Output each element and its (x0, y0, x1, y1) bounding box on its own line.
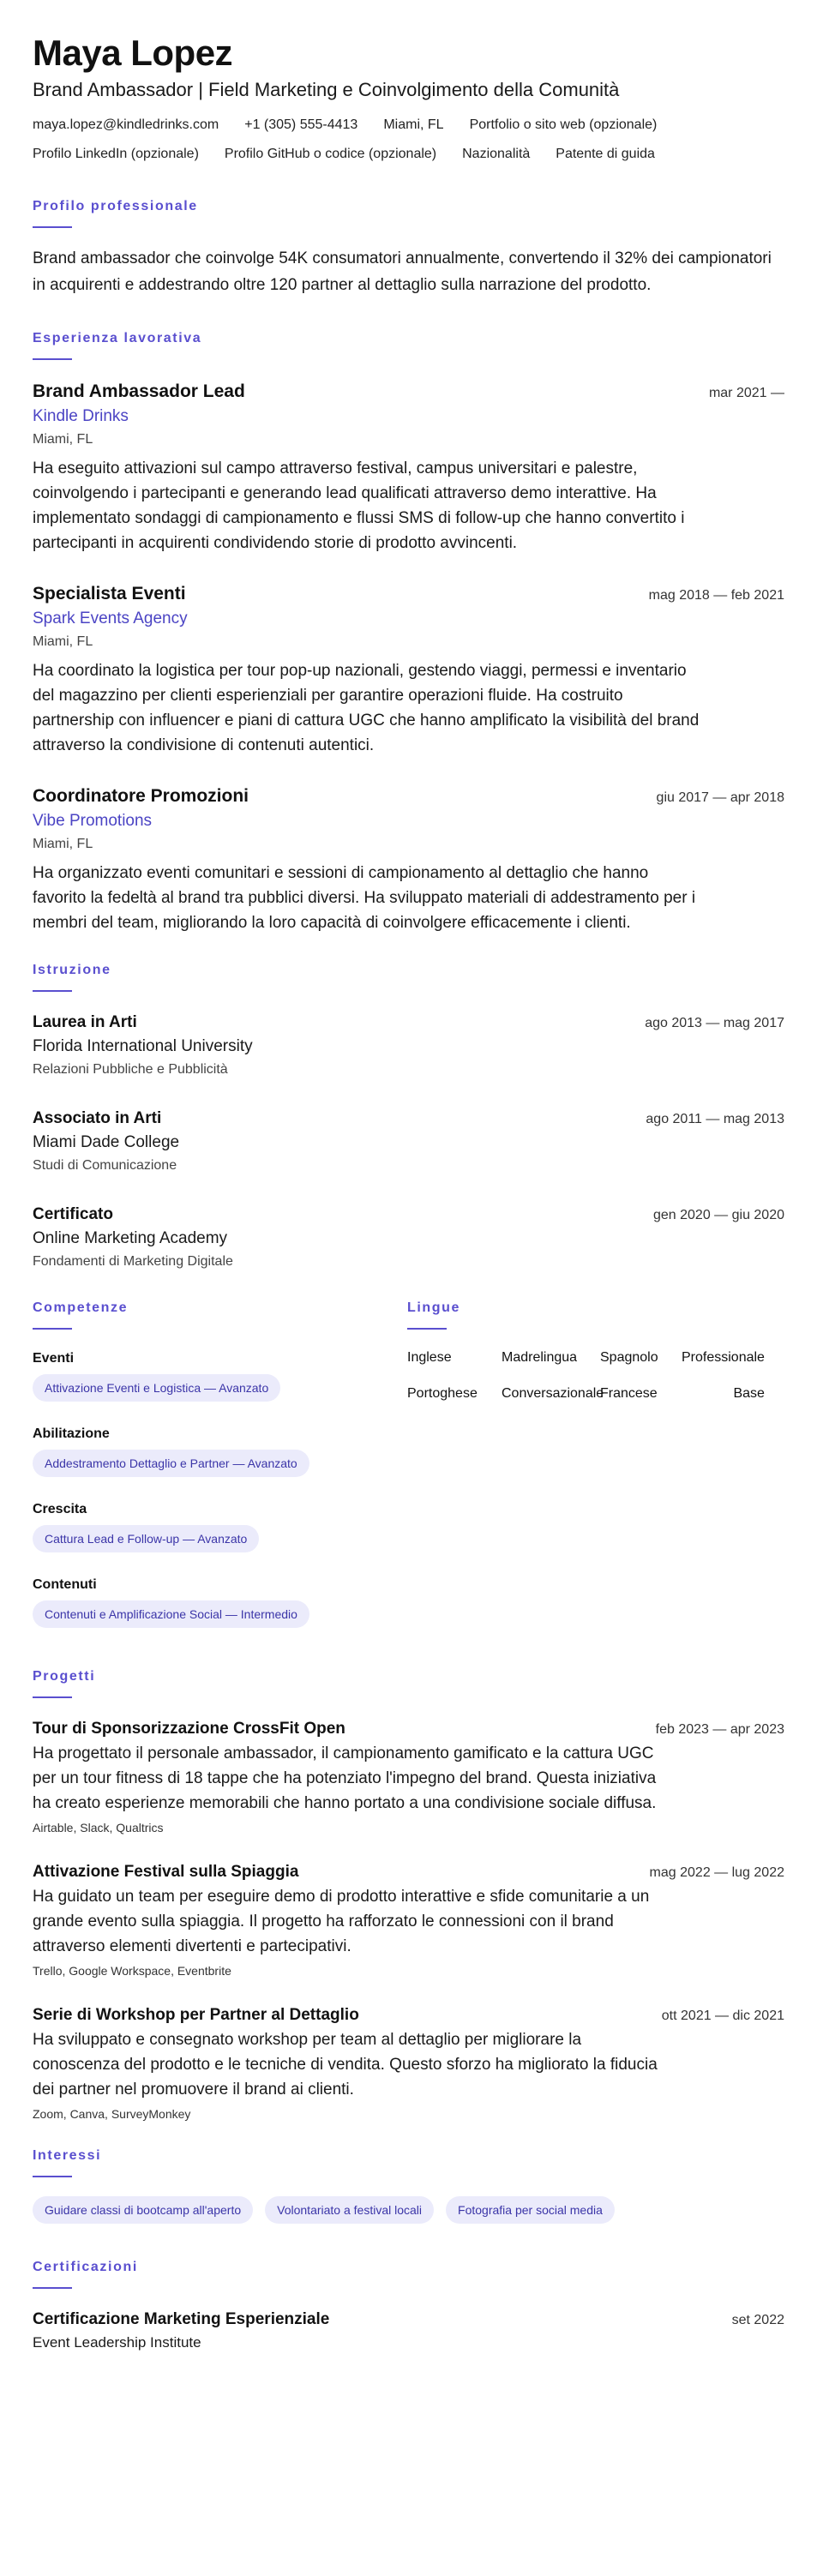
education-degree: Laurea in Arti (33, 1013, 137, 1031)
section-divider (407, 1328, 447, 1330)
job-location: Miami, FL (33, 432, 93, 447)
education-section (33, 961, 784, 1273)
interest-pill: Guidare classi di bootcamp all'aperto (33, 2196, 253, 2224)
certification-date: set 2022 (731, 2313, 784, 2327)
education-date: ago 2011 — mag 2013 (646, 1112, 784, 1126)
section-title: Certificazioni (33, 2260, 138, 2274)
job-company: Spark Events Agency (33, 609, 188, 627)
language-level: Madrelingua (502, 1350, 578, 1365)
section-divider (33, 2176, 72, 2177)
project-tools: Airtable, Slack, Qualtrics (33, 1821, 164, 1834)
languages-section (407, 1299, 765, 1650)
section-divider (33, 226, 72, 228)
project-entry (33, 1860, 784, 1979)
section-divider (33, 358, 72, 360)
interests-list (33, 2196, 784, 2224)
job-title: Specialista Eventi (33, 584, 186, 603)
project-description: Ha progettato il personale ambassador, il campionamento gamificato e la cattura UGC per un tour fitness di 18 tappe che ha potenziato l'impegno del brand. Questa iniziativa ha creato esperienze memorabili che hanno portato a una condivisione sociale diffusa. (33, 1744, 657, 1812)
skill-pill: Addestramento Dettaglio e Partner — Avanzato (33, 1450, 309, 1477)
skill-group (33, 1424, 373, 1477)
job-date: giu 2017 — apr 2018 (656, 790, 784, 805)
candidate-headline: Brand Ambassador | Field Marketing e Coinvolgimento della Comunità (33, 79, 620, 100)
skill-group (33, 1575, 373, 1628)
skills-section (33, 1299, 373, 1650)
job-description: Ha organizzato eventi comunitari e sessioni di campionamento al dettaglio che hanno favorito la fedeltà al brand tra pubblici diversi. Ha sviluppato materiali di addestramento per i membri del team, migliorando la loro capacità di coinvolgere efficacemente i clienti. (33, 864, 696, 932)
job-title: Brand Ambassador Lead (33, 381, 245, 401)
language-name: Francese (600, 1386, 658, 1401)
candidate-name: Maya Lopez (33, 33, 233, 73)
project-description: Ha sviluppato e consegnato workshop per team al dettaglio per migliorare la conoscenza del prodotto e le tecniche di vendita. Questo sforzo ha migliorato la fiducia dei partner nel promuovere il brand ai clienti. (33, 2031, 658, 2099)
education-date: ago 2013 — mag 2017 (645, 1016, 784, 1030)
job-entry (33, 581, 784, 758)
resume-header (33, 31, 784, 166)
education-date: gen 2020 — giu 2020 (652, 1208, 784, 1222)
language-level: Conversazionale (502, 1386, 604, 1401)
section-title: Profilo professionale (33, 199, 198, 213)
education-field: Relazioni Pubbliche e Pubblicità (33, 1062, 228, 1077)
education-degree: Certificato (33, 1205, 113, 1223)
certifications-section (33, 2258, 784, 2354)
project-title: Attivazione Festival sulla Spiaggia (33, 1863, 299, 1881)
skill-category: Abilitazione (33, 1426, 110, 1441)
job-title: Coordinatore Promozioni (33, 786, 249, 806)
summary-text: Brand ambassador che coinvolge 54K consumatori annualmente, convertendo il 32% dei campionatori in acquirenti e addestrando oltre 120 partner al dettaglio sulla narrazione del prodotto. (33, 249, 772, 294)
skills-languages-row (33, 1299, 784, 1650)
education-school: Miami Dade College (33, 1133, 180, 1151)
interest-pill: Volontariato a festival locali (265, 2196, 434, 2224)
section-title: Interessi (33, 2148, 102, 2163)
summary-section (33, 197, 784, 298)
project-title: Tour di Sponsorizzazione CrossFit Open (33, 1720, 345, 1738)
project-entry (33, 2003, 784, 2123)
section-title: Istruzione (33, 963, 111, 977)
section-divider (33, 2287, 72, 2289)
education-entry (33, 1011, 784, 1081)
job-location: Miami, FL (33, 634, 93, 649)
job-company: Vibe Promotions (33, 812, 153, 830)
section-title: Esperienza lavorativa (33, 331, 202, 345)
education-entry (33, 1203, 784, 1273)
language-level: Professionale (682, 1350, 765, 1365)
project-tools: Zoom, Canva, SurveyMonkey (33, 2107, 191, 2121)
project-date: feb 2023 — apr 2023 (655, 1722, 784, 1737)
contact-portfolio[interactable]: Portfolio o sito web (opzionale) (469, 117, 658, 132)
section-divider (33, 1696, 72, 1698)
section-divider (33, 990, 72, 992)
contact-nationality: Nazionalità (462, 147, 531, 161)
job-entry (33, 784, 784, 935)
job-date: mar 2021 — (708, 386, 784, 400)
contact-location: Miami, FL (383, 117, 444, 132)
section-title: Competenze (33, 1300, 129, 1315)
projects-section (33, 1667, 784, 2123)
education-entry (33, 1107, 784, 1177)
contact-phone[interactable]: +1 (305) 555-4413 (244, 117, 358, 132)
languages-list (407, 1348, 765, 1403)
project-entry (33, 1717, 784, 1836)
language-name: Spagnolo (600, 1350, 658, 1365)
skill-category: Eventi (33, 1351, 75, 1366)
project-tools: Trello, Google Workspace, Eventbrite (33, 1964, 231, 1978)
language-level: Base (733, 1386, 765, 1401)
education-field: Fondamenti di Marketing Digitale (33, 1254, 233, 1269)
section-divider (33, 1328, 72, 1330)
contact-info (33, 113, 784, 166)
interest-pill: Fotografia per social media (446, 2196, 615, 2224)
contact-github[interactable]: Profilo GitHub o codice (opzionale) (224, 147, 437, 161)
contact-email[interactable]: maya.lopez@kindledrinks.com (33, 117, 219, 132)
project-date: ott 2021 — dic 2021 (661, 2009, 784, 2023)
language-name: Inglese (407, 1350, 452, 1365)
skill-category: Contenuti (33, 1577, 97, 1592)
job-company: Kindle Drinks (33, 407, 129, 425)
language-name: Portoghese (407, 1386, 478, 1401)
section-title: Lingue (407, 1300, 461, 1315)
education-degree: Associato in Arti (33, 1109, 162, 1127)
contact-driving-license: Patente di guida (556, 147, 655, 161)
skill-group (33, 1348, 373, 1402)
certification-issuer: Event Leadership Institute (33, 2334, 201, 2351)
section-title: Progetti (33, 1669, 96, 1684)
project-date: mag 2022 — lug 2022 (649, 1865, 784, 1880)
education-school: Florida International University (33, 1037, 253, 1055)
job-date: mag 2018 — feb 2021 (648, 588, 784, 603)
skill-pill: Attivazione Eventi e Logistica — Avanzato (33, 1374, 280, 1402)
interests-section (33, 2147, 784, 2224)
skill-group (33, 1499, 373, 1552)
education-school: Online Marketing Academy (33, 1229, 228, 1247)
skill-pill: Cattura Lead e Follow-up — Avanzato (33, 1525, 259, 1552)
project-description: Ha guidato un team per eseguire demo di prodotto interattive e sfide comunitarie a un grande evento sulla spiaggia. Il progetto ha rafforzato le connessioni con il brand attraverso elementi divertenti e partecipativi. (33, 1888, 650, 1955)
job-description: Ha eseguito attivazioni sul campo attraverso festival, campus universitari e palestre, coinvolgendo i partecipanti e generando lead qualificati attraverso demo interattive. Ha implementato sondaggi di campionamento e flussi SMS di follow-up che hanno convertito i partecipanti in acquirenti condividendo storie di prodotto avvincenti. (33, 459, 685, 552)
job-location: Miami, FL (33, 837, 93, 851)
education-field: Studi di Comunicazione (33, 1158, 177, 1173)
skill-category: Crescita (33, 1502, 87, 1516)
job-entry (33, 379, 784, 555)
certification-entry (33, 2308, 784, 2354)
skill-pill: Contenuti e Amplificazione Social — Intermedio (33, 1600, 309, 1628)
job-description: Ha coordinato la logistica per tour pop-up nazionali, gestendo viaggi, permessi e inventario del magazzino per clienti esperienziali per garantire operazioni fluide. Ha costruito partnership con influencer e piani di cattura UGC che hanno amplificato la visibilità del brand attraverso la condivisione di contenuti autentici. (33, 662, 700, 754)
project-title: Serie di Workshop per Partner al Dettaglio (33, 2006, 359, 2024)
contact-linkedin[interactable]: Profilo LinkedIn (opzionale) (33, 147, 199, 161)
certification-title: Certificazione Marketing Esperienziale (33, 2310, 330, 2328)
experience-section (33, 329, 784, 935)
